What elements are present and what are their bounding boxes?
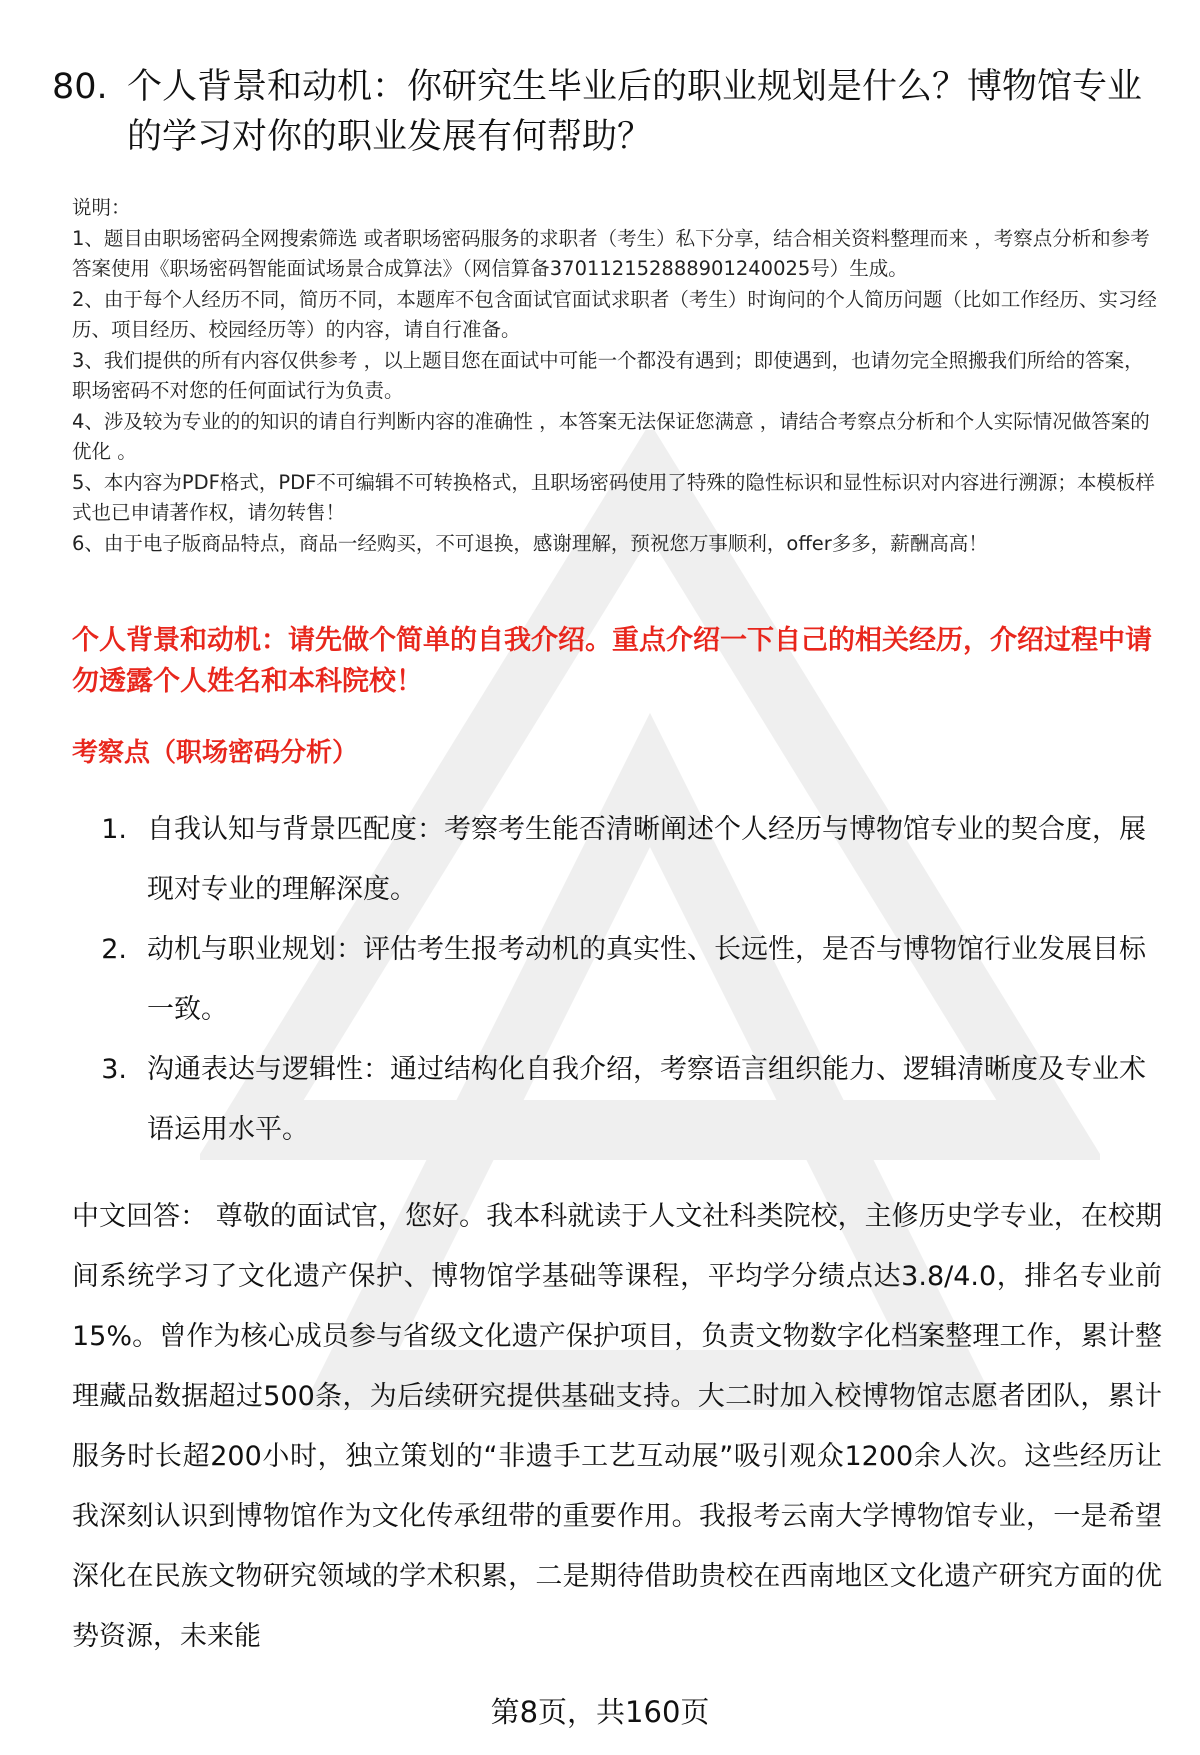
list-item: [72, 920, 1162, 1040]
list-item: [72, 800, 1162, 920]
note-item: 5、本内容为PDF格式，PDF不可编辑不可转换格式，且职场密码使用了特殊的隐性标识和显性标识对内容进行溯源；本模板样式也已申请著作权，请勿转售！: [72, 470, 1155, 524]
list-item: [72, 1040, 1162, 1160]
sub-question: 个人背景和动机：请先做个简单的自我介绍。重点介绍一下自己的相关经历，介绍过程中请勿透露个人姓名和本科院校！: [72, 625, 1152, 697]
answer-text: 尊敬的面试官，您好。我本科就读于人文社科类院校，主修历史学专业，在校期间系统学习了文化遗产保护、博物馆学基础等课程，平均学分绩点达3.8/4.0，排名专业前15%。曾作为核心成员参与省级文化遗产保护项目，负责文物数字化档案整理工作，累计整理藏品数据超过500条，为后续研究提供基础支持。大二时加入校博物馆志愿者团队，累计服务时长超200小时，独立策划的“非遗手工艺互动展”吸引观众1200余人次。这些经历让我深刻认识到博物馆作为文化传承纽带的重要作用。我报考云南大学博物馆专业，一是希望深化在民族文物研究领域的学术积累，二是期待借助贵校在西南地区文化遗产研究方面的优势资源，未来能: [72, 1201, 1162, 1652]
question-text: 个人背景和动机：你研究生毕业后的职业规划是什么？博物馆专业的学习对你的职业发展有何帮助？: [127, 67, 1143, 157]
note-item: 1、题目由职场密码全网搜索筛选 或者职场密码服务的求职者（考生）私下分享，结合相关资料整理而来 ，考察点分析和参考答案使用《职场密码智能面试场景合成算法》（网信算备370112152888901240025号）生成。: [72, 226, 1150, 280]
list-number: 1.: [101, 814, 127, 845]
answer-label: 中文回答：: [72, 1201, 208, 1232]
question-title: [52, 62, 1162, 162]
page-footer: 第8页，共160页: [490, 1695, 710, 1729]
list-text: 沟通表达与逻辑性：通过结构化自我介绍，考察语言组织能力、逻辑清晰度及专业术语运用水平。: [147, 1054, 1146, 1145]
answer-paragraph: [72, 1187, 1162, 1667]
note-item: 4、涉及较为专业的的知识的请自行判断内容的准确性 ，本答案无法保证您满意 ，请结合考察点分析和个人实际情况做答案的优化 。: [72, 409, 1150, 463]
list-number: 3.: [101, 1054, 127, 1085]
note-item: 2、由于每个人经历不同，简历不同，本题库不包含面试官面试求职者（考生）时询问的个人简历问题（比如工作经历、实习经历、项目经历、校园经历等）的内容，请自行准备。: [72, 287, 1157, 341]
question-number: 80.: [52, 67, 108, 107]
analysis-list: [72, 800, 1162, 1160]
list-text: 自我认知与背景匹配度：考察考生能否清晰阐述个人经历与博物馆专业的契合度，展现对专业的理解深度。: [147, 814, 1146, 905]
note-item: 3、我们提供的所有内容仅供参考 ，以上题目您在面试中可能一个都没有遇到；即使遇到，也请勿完全照搬我们所给的答案，职场密码不对您的任何面试行为负责。: [72, 348, 1144, 402]
list-number: 2.: [101, 934, 127, 965]
notes-section: [72, 193, 1162, 559]
note-item: 6、由于电子版商品特点，商品一经购买，不可退换，感谢理解，预祝您万事顺利，offer多多，薪酬高高！: [72, 531, 988, 555]
notes-heading: 说明：: [72, 196, 131, 219]
list-text: 动机与职业规划：评估考生报考动机的真实性、长远性，是否与博物馆行业发展目标一致。: [147, 934, 1146, 1025]
analysis-heading: 考察点（职场密码分析）: [72, 738, 359, 768]
